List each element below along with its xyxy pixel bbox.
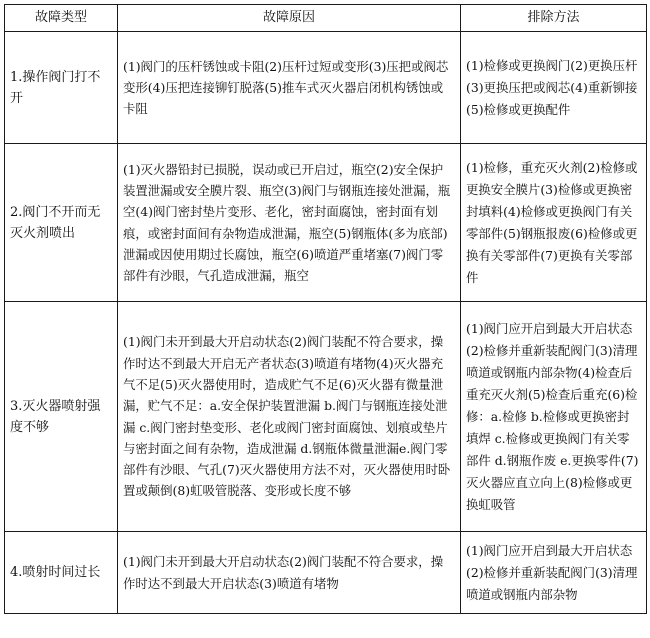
fault-reason-cell: (1)阀门未开到最大开启动状态(2)阀门装配不符合要求，操作时达不到最大开启无产者状态(3)喷道有堵物(4)灭火器充气不足(5)灭火器使用时，造成贮气不足(6)灭火器有微量泄漏，贮气不足：a.安全保护装置泄漏 b.阀门与钢瓶连接处泄漏 c.阀门密封垫变形、老化或阀门密封面腐蚀、划痕或垫片与密封面之间有杂物，造成泄漏 d.钢瓶体微量泄漏e.阀门零部件有沙眼、气孔(7)灭火器使用方法不对，灭火器使用时卧置或颠倒(8)虹吸管脱落、变形或长度不够 (118, 302, 461, 532)
fault-reason-cell: (1)阀门的压杆锈蚀或卡阻(2)压杆过短或变形(3)压把或阀芯变形(4)压把连接铆钉脱落(5)推车式灭火器启闭机构锈蚀或卡阻 (118, 32, 461, 144)
fault-type-cell: 2.阀门不开而无灭火剂喷出 (5, 144, 118, 302)
fix-method-cell: (1)检修，重充灭火剂(2)检修或更换安全膜片(3)检修或更换密封填料(4)检修或更换阀门有关零部件(5)钢瓶报废(6)检修或更换有关零部件(7)更换有关零部件 (461, 144, 647, 302)
fix-method-cell: (1)检修或更换阀门(2)更换压杆(3)更换压把或阀芯(4)重新铆接(5)检修或更换配件 (461, 32, 647, 144)
table-row (5, 144, 647, 302)
table-row (5, 32, 647, 144)
fault-table (4, 4, 647, 614)
table-row (5, 532, 647, 614)
fault-type-cell: 4.喷射时间过长 (5, 532, 118, 614)
table-header-row (5, 5, 647, 32)
fix-method-cell: (1)阀门应开启到最大开启状态(2)检修并重新装配阀门(3)清理喷道或钢瓶内部杂物(4)检查后重充灭火剂(5)检查后重充(6)检修：a.检修 b.检修或更换密封填焊 c.检修或更换阀门有关零部件 d.钢瓶作废 e.更换零件(7)灭火器应直立向上(8)检修或更换虹吸管 (461, 302, 647, 532)
table-row (5, 302, 647, 532)
header-fix-method: 排除方法 (461, 5, 647, 32)
fault-reason-cell: (1)灭火器铅封已损脱，误动或已开启过，瓶空(2)安全保护装置泄漏或安全膜片裂、瓶空(3)阀门与钢瓶连接处泄漏，瓶空(4)阀门密封垫片变形、老化，密封面腐蚀，密封面有划痕，或密封面间有杂物造成泄漏，瓶空(5)钢瓶体(多为底部)泄漏或因使用期过长腐蚀，瓶空(6)喷道严重堵塞(7)阀门零部件有沙眼，气孔造成泄漏，瓶空 (118, 144, 461, 302)
fault-reason-cell: (1)阀门未开到最大开启动状态(2)阀门装配不符合要求，操作时达不到最大开启状态(3)喷道有堵物 (118, 532, 461, 614)
header-fault-type: 故障类型 (5, 5, 118, 32)
fix-method-cell: (1)阀门应开启到最大开启状态(2)检修并重新装配阀门(3)清理喷道或钢瓶内部杂物 (461, 532, 647, 614)
header-fault-reason: 故障原因 (118, 5, 461, 32)
fault-type-cell: 3.灭火器喷射强度不够 (5, 302, 118, 532)
fault-type-cell: 1.操作阀门打不开 (5, 32, 118, 144)
